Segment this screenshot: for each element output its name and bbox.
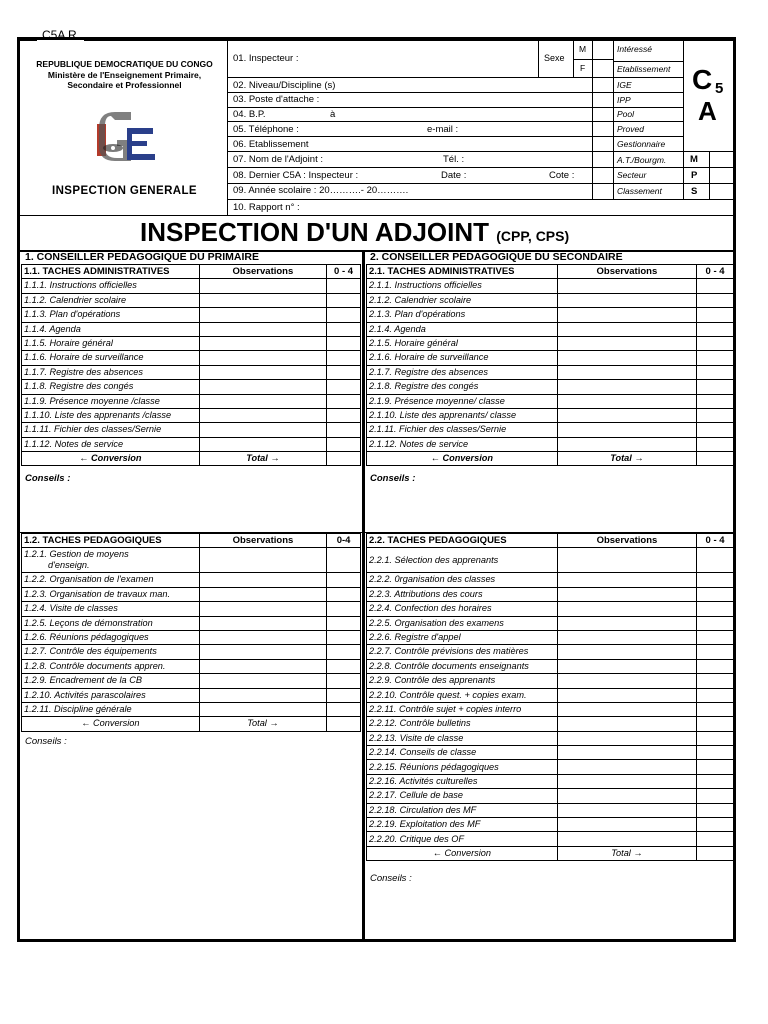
table-row: 1.2.7. Contrôle des équipements	[22, 645, 200, 659]
table-row: 2.1.9. Présence moyenne/ classe	[367, 394, 558, 408]
conseils-label: Conseils :	[25, 736, 67, 747]
table-row: 1.1.10. Liste des apprenants /classe	[22, 408, 200, 422]
col-observations: Observations	[557, 534, 696, 548]
table-row: 1.1.4. Agenda	[22, 322, 200, 336]
field-nom-adjoint: 07. Nom de l'Adjoint :	[233, 154, 323, 165]
dist-ige: IGE	[617, 80, 632, 90]
table-row: 2.2.12. Contrôle bulletins	[367, 717, 558, 731]
secondaire-admin-table	[366, 264, 734, 466]
table-row: 2.1.7. Registre des absences	[367, 365, 558, 379]
field-cote: Cote :	[549, 170, 575, 181]
table-row: 2.2.1. Sélection des apprenants	[367, 548, 558, 573]
table-row: 1.1.6. Horaire de surveillance	[22, 351, 200, 365]
col-score: 0 - 4	[697, 265, 734, 279]
table-row: 2.1.5. Horaire général	[367, 336, 558, 350]
table-row: 2.2.18. Circulation des MF	[367, 803, 558, 817]
dist-proved: Proved	[617, 124, 644, 134]
table-row: 2.2.20. Critique des OF	[367, 832, 558, 846]
table-row: 1.2.1. Gestion de moyens d'enseign.	[22, 548, 200, 573]
table-row: 1.1.3. Plan d'opérations	[22, 308, 200, 322]
dist-interesse: Intéressé	[617, 44, 652, 54]
table-row: 2.2.7. Contrôle prévisions des matières	[367, 645, 558, 659]
table-row: 2.1.3. Plan d'opérations	[367, 308, 558, 322]
col-observations: Observations	[199, 265, 326, 279]
admin-title: 2.1. TACHES ADMINISTRATIVES	[367, 265, 558, 279]
col-observations: Observations	[557, 265, 696, 279]
table-row: 1.1.9. Présence moyenne /classe	[22, 394, 200, 408]
table-row: 1.1.12. Notes de service	[22, 437, 200, 451]
table-row: 1.2.6. Réunions pédagogiques	[22, 630, 200, 644]
table-row: 2.1.4. Agenda	[367, 322, 558, 336]
peda-title: 1.2. TACHES PEDAGOGIQUES	[22, 534, 200, 548]
table-row: 1.1.5. Horaire général	[22, 336, 200, 350]
level-s: S	[691, 186, 698, 197]
dist-secteur: Secteur	[617, 170, 647, 180]
table-row: 2.2.6. Registre d'appel	[367, 630, 558, 644]
table-row: 2.2.11. Contrôle sujet + copies interro	[367, 702, 558, 716]
table-row: 2.2.2. 0rganisation des classes	[367, 573, 558, 587]
field-sexe: Sexe	[544, 53, 565, 63]
dist-gestionnaire: Gestionnaire	[617, 139, 666, 149]
table-row: 2.2.5. Organisation des examens	[367, 616, 558, 630]
dist-etablissement: Etablissement	[617, 64, 671, 74]
conversion-label: ← Conversion	[367, 846, 558, 860]
form-code-5: 5	[715, 80, 724, 97]
peda-title: 2.2. TACHES PEDAGOGIQUES	[367, 534, 558, 548]
admin-title: 1.1. TACHES ADMINISTRATIVES	[22, 265, 200, 279]
org-country: REPUBLIQUE DEMOCRATIQUE DU CONGO	[36, 59, 213, 69]
field-rapport: 10. Rapport n° :	[233, 202, 300, 213]
table-row: 2.1.8. Registre des congés	[367, 380, 558, 394]
table-row: 2.1.1. Instructions officielles	[367, 279, 558, 293]
table-row: 2.1.12. Notes de service	[367, 437, 558, 451]
primaire-peda-table	[21, 533, 361, 732]
table-row: 1.1.7. Registre des absences	[22, 365, 200, 379]
sex-m: M	[579, 44, 587, 54]
table-row: 2.2.17. Cellule de base	[367, 789, 558, 803]
field-bp-a: à	[330, 109, 336, 120]
dist-classement: Classement	[617, 186, 662, 196]
table-row: 1.2.9. Encadrement de la CB	[22, 674, 200, 688]
field-etablissement: 06. Etablissement	[233, 139, 309, 150]
org-ministry-2: Secondaire et Professionnel	[67, 80, 182, 90]
conseils-label: Conseils :	[370, 473, 416, 484]
table-row: 1.1.1. Instructions officielles	[22, 279, 200, 293]
dist-at-bourgm: A.T./Bourgm.	[617, 155, 667, 165]
total-label: Total →	[199, 452, 326, 466]
form-code-tag: C5A R	[38, 29, 81, 41]
field-tel: Tél. :	[443, 154, 465, 165]
table-row: 2.2.9. Contrôle des apprenants	[367, 674, 558, 688]
col-score: 0 - 4	[697, 534, 734, 548]
table-row: 2.1.2. Calendrier scolaire	[367, 293, 558, 307]
field-poste: 03. Poste d'attache :	[233, 94, 320, 105]
page-title: INSPECTION D'UN ADJOINT (CPP, CPS)	[140, 217, 570, 247]
conversion-label: ← Conversion	[367, 452, 558, 466]
total-label: Total →	[557, 846, 696, 860]
sex-f: F	[580, 63, 586, 73]
level-m: M	[690, 154, 698, 165]
ige-logo	[93, 106, 161, 166]
field-dernier-c5a: 08. Dernier C5A : Inspecteur :	[233, 170, 359, 181]
dist-pool: Pool	[617, 109, 635, 119]
conseils-label: Conseils :	[25, 473, 71, 484]
table-row: 1.1.11. Fichier des classes/Sernie	[22, 423, 200, 437]
level-p: P	[691, 170, 698, 181]
field-telephone: 05. Téléphone :	[233, 124, 299, 135]
col-observations: Observations	[199, 534, 326, 548]
field-email: e-mail :	[427, 124, 459, 135]
table-row: 2.2.13. Visite de classe	[367, 731, 558, 745]
table-row: 2.2.3. Attributions des cours	[367, 587, 558, 601]
section-primaire-heading: 1. CONSEILLER PEDAGOGIQUE DU PRIMAIRE	[25, 251, 259, 263]
table-row: 2.2.16. Activités culturelles	[367, 774, 558, 788]
table-row: 1.2.10. Activités parascolaires	[22, 688, 200, 702]
table-row: 2.1.11. Fichier des classes/Sernie	[367, 423, 558, 437]
conseils-label: Conseils :	[370, 873, 412, 884]
org-ministry: Ministère de l'Enseignement Primaire,	[47, 70, 202, 80]
page-subtitle: (CPP, CPS)	[496, 228, 570, 244]
section-secondaire-heading: 2. CONSEILLER PEDAGOGIQUE DU SECONDAIRE	[370, 251, 623, 263]
table-row: 2.1.10. Liste des apprenants/ classe	[367, 408, 558, 422]
field-inspecteur: 01. Inspecteur :	[233, 53, 299, 64]
total-label: Total →	[557, 452, 696, 466]
table-row: 2.2.4. Confection des horaires	[367, 602, 558, 616]
secondaire-peda-table	[366, 533, 734, 861]
org-unit: INSPECTION GENERALE	[52, 185, 197, 197]
field-bp: 04. B.P.	[233, 109, 266, 120]
table-row: 2.2.8. Contrôle documents enseignants	[367, 659, 558, 673]
table-row: 2.2.10. Contrôle quest. + copies exam.	[367, 688, 558, 702]
table-row: 2.2.15. Réunions pédagogiques	[367, 760, 558, 774]
form-code-a: A	[698, 96, 717, 126]
primaire-admin-table	[21, 264, 361, 466]
table-row: 1.1.8. Registre des congés	[22, 380, 200, 394]
table-row: 1.2.8. Contrôle documents appren.	[22, 659, 200, 673]
table-row: 1.1.2. Calendrier scolaire	[22, 293, 200, 307]
table-row: 2.2.19. Exploitation des MF	[367, 818, 558, 832]
table-row: 1.2.5. Leçons de démonstration	[22, 616, 200, 630]
table-row: 1.2.4. Visite de classes	[22, 602, 200, 616]
table-row: 2.2.14. Conseils de classe	[367, 746, 558, 760]
form-code-c: C	[692, 64, 713, 95]
col-score: 0 - 4	[327, 265, 361, 279]
field-date: Date :	[441, 170, 467, 181]
conversion-label: ← Conversion	[22, 717, 200, 731]
total-label: Total →	[199, 717, 326, 731]
table-row: 1.2.11. Discipline générale	[22, 702, 200, 716]
field-annee: 09. Année scolaire : 20……….- 20……….	[233, 185, 409, 196]
col-score: 0-4	[327, 534, 361, 548]
table-row: 2.1.6. Horaire de surveillance	[367, 351, 558, 365]
conversion-label: ← Conversion	[22, 452, 200, 466]
dist-ipp: IPP	[617, 95, 631, 105]
table-row: 1.2.3. Organisation de travaux man.	[22, 587, 200, 601]
table-row: 1.2.2. Organisation de l'examen	[22, 573, 200, 587]
field-niveau: 02. Niveau/Discipline (s)	[233, 80, 336, 91]
